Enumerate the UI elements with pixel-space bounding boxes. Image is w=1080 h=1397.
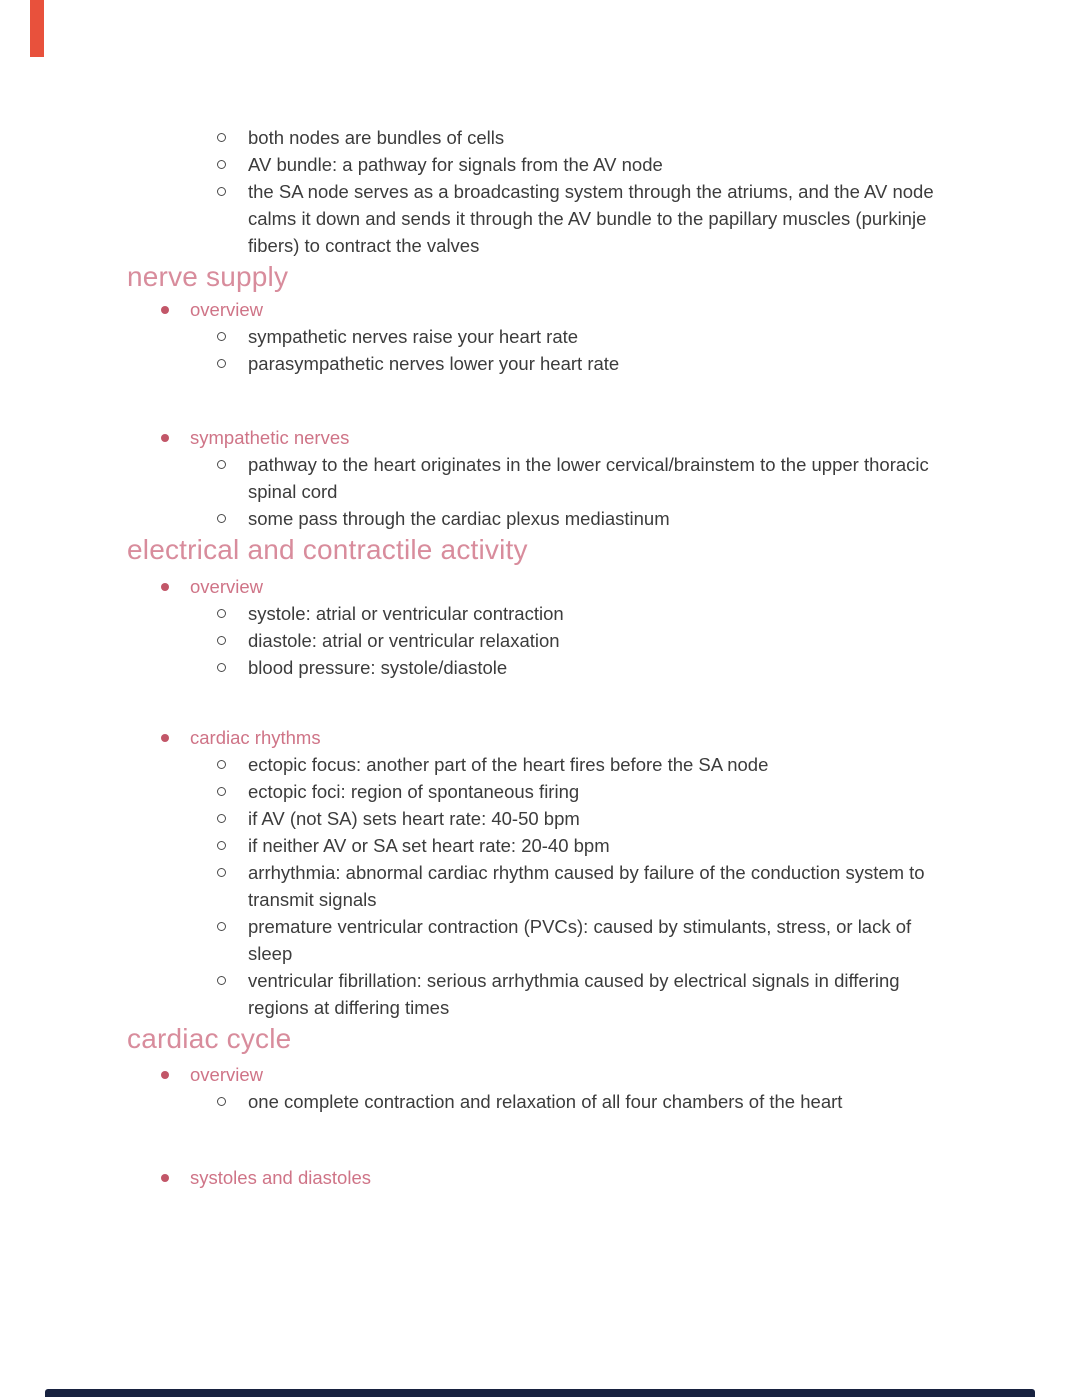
list-item — [127, 778, 943, 805]
list-item — [127, 654, 943, 681]
subsection-sympathetic-nerves — [127, 424, 953, 451]
list-item — [127, 967, 943, 1021]
list-item — [127, 751, 943, 778]
list-item — [127, 627, 943, 654]
hollow-bullet-icon — [217, 814, 226, 823]
hollow-bullet-icon — [217, 1097, 226, 1106]
subsection-overview — [127, 296, 953, 323]
hollow-bullet-icon — [217, 133, 226, 142]
filled-bullet-icon — [161, 734, 169, 742]
overview-list — [127, 600, 953, 681]
hollow-bullet-icon — [217, 787, 226, 796]
list-item — [127, 350, 943, 377]
list-item — [127, 600, 943, 627]
subsection-label: systoles and diastoles — [190, 1167, 371, 1188]
list-item — [127, 505, 943, 532]
list-item — [127, 832, 943, 859]
sympathetic-nerves-list — [127, 451, 953, 532]
filled-bullet-icon — [161, 1071, 169, 1079]
subsection-label: overview — [190, 1064, 263, 1085]
list-item-text: ectopic focus: another part of the heart fires before the SA node — [248, 754, 769, 775]
hollow-bullet-icon — [217, 976, 226, 985]
hollow-bullet-icon — [217, 868, 226, 877]
hollow-bullet-icon — [217, 332, 226, 341]
hollow-bullet-icon — [217, 636, 226, 645]
list-item — [127, 151, 943, 178]
hollow-bullet-icon — [217, 841, 226, 850]
list-item-text: one complete contraction and relaxation of all four chambers of the heart — [248, 1091, 843, 1112]
list-item-text: the SA node serves as a broadcasting system through the atriums, and the AV node calms it down and sends it through the AV bundle to the papillary muscles (purkinje fibers) to contract the valves — [248, 181, 934, 256]
filled-bullet-icon — [161, 434, 169, 442]
subsection-label: cardiac rhythms — [190, 727, 321, 748]
list-item-text: if AV (not SA) sets heart rate: 40-50 bpm — [248, 808, 580, 829]
list-item-text: if neither AV or SA set heart rate: 20-40 bpm — [248, 835, 610, 856]
list-item — [127, 323, 943, 350]
hollow-bullet-icon — [217, 922, 226, 931]
list-item-text: premature ventricular contraction (PVCs): caused by stimulants, stress, or lack of sleep — [248, 916, 912, 964]
list-item-text: arrhythmia: abnormal cardiac rhythm caused by failure of the conduction system to transmit signals — [248, 862, 925, 910]
bottom-dark-bar — [45, 1389, 1035, 1397]
filled-bullet-icon — [161, 306, 169, 314]
hollow-bullet-icon — [217, 609, 226, 618]
hollow-bullet-icon — [217, 514, 226, 523]
hollow-bullet-icon — [217, 460, 226, 469]
list-item-text: AV bundle: a pathway for signals from the AV node — [248, 154, 663, 175]
list-item — [127, 805, 943, 832]
hollow-bullet-icon — [217, 663, 226, 672]
list-item — [127, 178, 943, 259]
list-item — [127, 913, 943, 967]
list-item-text: systole: atrial or ventricular contraction — [248, 603, 564, 624]
filled-bullet-icon — [161, 583, 169, 591]
hollow-bullet-icon — [217, 359, 226, 368]
list-item — [127, 451, 943, 505]
hollow-bullet-icon — [217, 760, 226, 769]
overview-list — [127, 1088, 953, 1115]
section-heading-cardiac-cycle: cardiac cycle — [127, 1023, 292, 1054]
list-item — [127, 859, 943, 913]
cardiac-rhythms-list — [127, 751, 953, 1021]
list-item-text: ventricular fibrillation: serious arrhythmia caused by electrical signals in differing regions at differing times — [248, 970, 900, 1018]
section-heading-nerve-supply: nerve supply — [127, 261, 289, 292]
list-item-text: diastole: atrial or ventricular relaxation — [248, 630, 560, 651]
subsection-overview — [127, 573, 953, 600]
subsection-label: overview — [190, 299, 263, 320]
subsection-overview — [127, 1061, 953, 1088]
list-item-text: sympathetic nerves raise your heart rate — [248, 326, 579, 347]
subsection-label: overview — [190, 576, 263, 597]
list-item-text: parasympathetic nerves lower your heart rate — [248, 353, 620, 374]
list-item-text: some pass through the cardiac plexus mediastinum — [248, 508, 670, 529]
list-item-text: pathway to the heart originates in the lower cervical/brainstem to the upper thoracic spinal cord — [248, 454, 929, 502]
section-heading-electrical-activity: electrical and contractile activity — [127, 534, 528, 565]
filled-bullet-icon — [161, 1174, 169, 1182]
list-item-text: blood pressure: systole/diastole — [248, 657, 508, 678]
subsection-label: sympathetic nerves — [190, 427, 350, 448]
overview-list — [127, 323, 953, 377]
intro-list — [127, 124, 953, 259]
red-marker-bar — [30, 0, 44, 57]
hollow-bullet-icon — [217, 187, 226, 196]
subsection-cardiac-rhythms — [127, 724, 953, 751]
list-item — [127, 124, 943, 151]
list-item — [127, 1088, 943, 1115]
list-item-text: both nodes are bundles of cells — [248, 127, 505, 148]
hollow-bullet-icon — [217, 160, 226, 169]
list-item-text: ectopic foci: region of spontaneous firing — [248, 781, 580, 802]
subsection-systoles-diastoles — [127, 1164, 953, 1191]
